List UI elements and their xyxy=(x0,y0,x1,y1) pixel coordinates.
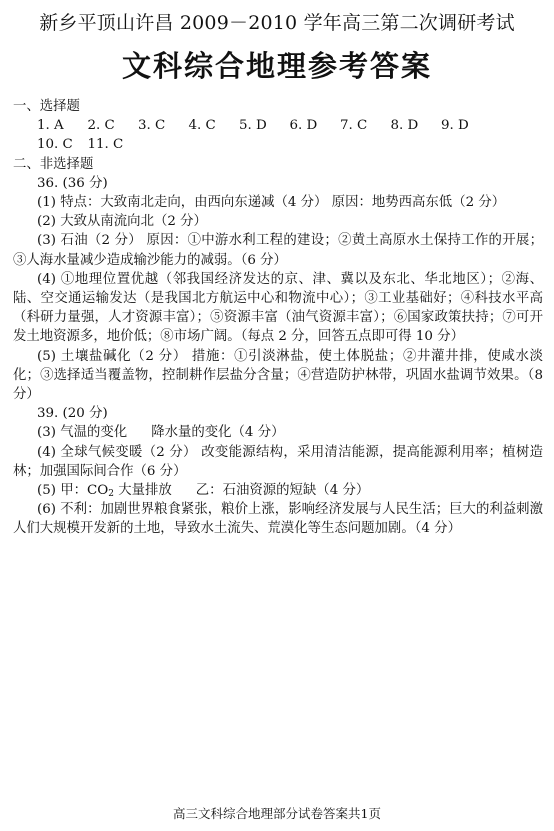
choice-answer: 4. C xyxy=(188,118,216,134)
q36-part-2: (2) 大致从南流向北（2 分） xyxy=(37,214,207,230)
choice-answers-row-2 xyxy=(13,135,543,154)
choice-answer: 10. C xyxy=(37,137,73,153)
section-heading-nonchoice: 二、非选择题 xyxy=(13,156,94,172)
choice-answer: 8. D xyxy=(390,118,419,134)
q39-part-5 xyxy=(13,481,543,500)
page-title: 文科综合地理参考答案 xyxy=(121,49,432,83)
exam-header: 新乡平顶山许昌 2009－2010 学年高三第二次调研考试 xyxy=(39,12,515,34)
q36-part-4: (4) ①地理位置优越（邻我国经济发达的京、津、冀以及东北、华北地区）；②海、陆、空交通运输发达（是我国北方航运中心和物流中心）；③工业基础好；④科技水平高（科研力量强，人才资源丰富）；⑤资源丰富（油气资源丰富）；⑥国家政策扶持；⑦可开发土地资源多，地价低；⑧市场广阔。（每点 2 分，回答五点即可得 10 分） xyxy=(13,271,543,345)
page-footer: 高三文科综合地理部分试卷答案共1页 xyxy=(173,806,381,821)
q36-part-3: (3) 石油（2 分） 原因：①中游水利工程的建设；②黄土高原水土保持工作的开展；③人海水量减少造成输沙能力的减弱。（6 分） xyxy=(13,233,543,268)
q39-part-4: (4) 全球气候变暖（2 分） 改变能源结构，采用清洁能源，提高能源利用率；植树造林；加强国际间合作（6 分） xyxy=(13,444,543,479)
q36-part-1: (1) 特点：大致南北走向，由西向东递减（4 分） 原因：地势西高东低（2 分） xyxy=(37,194,506,210)
q39-part-3b: 降水量的变化（4 分） xyxy=(151,425,285,441)
answer-body xyxy=(13,97,543,539)
q39-part-5-post: 大量排放 xyxy=(113,482,172,498)
choice-answers-row-1 xyxy=(13,116,543,135)
q39-part-5-pre: (5) 甲：CO xyxy=(37,482,109,498)
choice-answer: 1. A xyxy=(37,118,64,134)
co2-subscript: 2 xyxy=(108,488,114,499)
q39-part-5b: 乙：石油资源的短缺（4 分） xyxy=(195,482,370,498)
q39-part-6: (6) 不利：加剧世界粮食紧张，粮价上涨，影响经济发展与人民生活；巨大的利益刺激人们大规模开发新的土地，导致水土流失、荒漠化等生态问题加剧。（4 分） xyxy=(13,502,543,537)
question-36-label: 36. (36 分) xyxy=(37,175,108,191)
q36-part-5: (5) 土壤盐碱化（2 分） 措施：①引淡淋盐，使土体脱盐；②井灌井排，使咸水淡化；③选择适当覆盖物，控制耕作层盐分含量；④营造防护林带，巩固水盐调节效果。（8 分） xyxy=(13,348,543,402)
question-39-label: 39. (20 分) xyxy=(37,406,108,422)
choice-answer: 7. C xyxy=(340,118,368,134)
choice-answer: 3. C xyxy=(138,118,166,134)
choice-answer: 11. C xyxy=(87,137,124,153)
choice-answer: 9. D xyxy=(441,118,469,134)
choice-answer: 2. C xyxy=(87,118,115,134)
section-heading-choice: 一、选择题 xyxy=(13,99,80,114)
choice-answer: 6. D xyxy=(289,118,318,134)
q39-part-3a: (3) 气温的变化 xyxy=(37,425,128,441)
q39-part-3 xyxy=(13,423,543,442)
choice-answer: 5. D xyxy=(239,118,267,134)
